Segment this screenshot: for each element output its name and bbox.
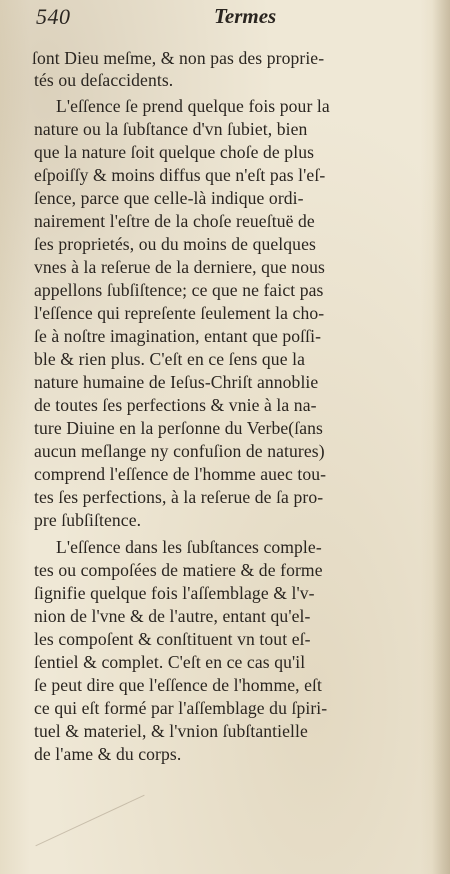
text-line: pre ſubſiſtence. [34, 510, 142, 530]
text-line: de toutes ſes perfections & vnie à la na- [34, 395, 317, 415]
running-head: Termes [214, 4, 277, 28]
text-line: tuel & materiel, & l'vnion ſubſtantielle [34, 721, 308, 741]
text-line: ture Diuine en la perſonne du Verbe(ſans [34, 418, 323, 438]
page-header [36, 4, 436, 34]
text-line: L'eſſence ſe prend quelque fois pour la [56, 96, 330, 116]
text-line: que la nature ſoit quelque choſe de plus [34, 142, 315, 162]
text-line: eſpoiſſy & moins diffus que n'eſt pas l'eſ- [34, 165, 326, 185]
page-number: 540 [36, 4, 71, 29]
page-edge-shadow [432, 0, 450, 874]
text-line: ſont Dieu meſme, & non pas des proprie- [32, 48, 325, 68]
text-line: nairement l'eſtre de la choſe reueſtuë de [34, 211, 315, 231]
text-line: aucun meſlange ny confuſion de natures) [34, 441, 325, 461]
text-line: nion de l'vne & de l'autre, entant qu'el- [34, 606, 311, 626]
text-line: comprend l'eſſence de l'homme auec tou- [34, 464, 327, 484]
text-line: ſes proprietés, ou du moins de quelques [34, 234, 316, 254]
page-crease [35, 795, 144, 847]
text-line: les compoſent & conſtituent vn tout eſ- [34, 629, 311, 649]
text-line: L'eſſence dans les ſubſtances comple- [56, 537, 322, 557]
text-line: ce qui eſt formé par l'aſſemblage du ſpiri- [34, 698, 328, 718]
text-line: ſe peut dire que l'eſſence de l'homme, eſt [34, 675, 323, 695]
text-line: ſentiel & complet. C'eſt en ce cas qu'il [34, 652, 306, 672]
text-line: ſe à noſtre imagination, entant que poſſi- [34, 326, 322, 346]
text-line: ſence, parce que celle-là indique ordi- [34, 188, 304, 208]
text-line: de l'ame & du corps. [34, 744, 182, 764]
text-line: ble & rien plus. C'eſt en ce ſens que la [34, 349, 305, 369]
text-line: vnes à la reſerue de la derniere, que nous [34, 257, 325, 277]
text-line: nature ou la ſubſtance d'vn ſubiet, bien [34, 119, 308, 139]
text-line: tes ou compoſées de matiere & de forme [34, 560, 323, 580]
text-line: l'eſſence qui repreſente ſeulement la cho- [34, 303, 325, 323]
text-line: tés ou deſaccidents. [34, 70, 174, 90]
text-line: ſignifie quelque fois l'aſſemblage & l'v- [34, 583, 315, 603]
text-line: appellons ſubſiſtence; ce que ne faict pas [34, 280, 324, 300]
text-line: nature humaine de Ieſus-Chriſt annoblie [34, 372, 319, 392]
text-line: tes ſes perfections, à la reſerue de ſa pro- [34, 487, 324, 507]
